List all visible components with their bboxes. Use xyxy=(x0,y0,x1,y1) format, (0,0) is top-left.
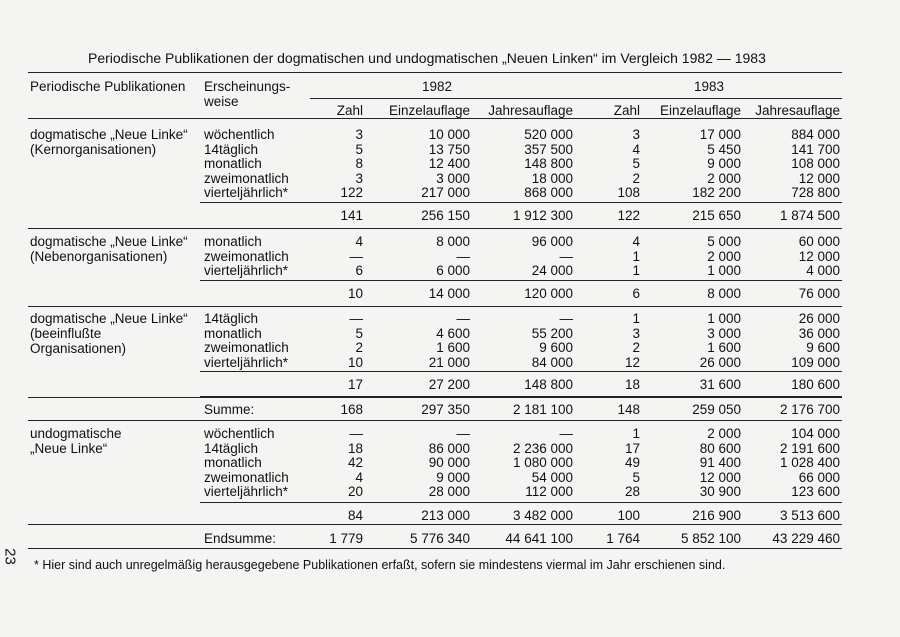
subtotal-row-cell: 120 000 xyxy=(524,286,573,301)
data-row-cell: 520 000 xyxy=(524,127,573,142)
header-bottom-rule xyxy=(28,118,842,119)
frequency-label: zweimonatlich xyxy=(204,170,289,186)
endsumme-row-cell: 1 764 xyxy=(606,531,640,546)
frequency-label: vierteljährlich* xyxy=(204,484,289,500)
endsumme-row-cell: 5 852 100 xyxy=(680,531,741,546)
data-row-cell: — xyxy=(559,248,573,264)
data-row-cell: 24 000 xyxy=(531,263,573,279)
group-label: Organisationen) xyxy=(30,341,127,356)
data-row-cell: 112 000 xyxy=(525,484,573,500)
page-number: 23 xyxy=(1,548,19,565)
data-row-cell: 4 xyxy=(632,234,640,249)
year-header-1983: 1983 xyxy=(693,79,725,94)
subcolumn-header: Jahresauflage xyxy=(755,103,840,118)
frequency-label: wöchentlich xyxy=(204,426,275,441)
group-label: dogmatische „Neue Linke“ xyxy=(30,127,188,142)
group-label: (Kernorganisationen) xyxy=(30,142,157,157)
column-header-frequency: weise xyxy=(204,94,239,109)
data-row-cell: 54 000 xyxy=(531,469,573,485)
data-row-cell: 18 xyxy=(347,440,363,456)
endsumme-row-cell: 44 641 100 xyxy=(505,531,573,546)
data-row-cell: — xyxy=(349,248,363,264)
summe-rule xyxy=(200,396,842,397)
data-row-cell: 12 xyxy=(624,354,640,370)
data-row-cell: 5 xyxy=(632,156,640,172)
data-row-cell: 5 000 xyxy=(707,234,741,249)
subtotal-rule xyxy=(200,202,842,203)
data-row-cell: 9 600 xyxy=(539,340,573,356)
data-row-cell: 1 xyxy=(632,248,640,264)
subtotal-row-cell: 122 xyxy=(617,208,640,223)
data-row-cell: 104 000 xyxy=(791,426,840,441)
data-row-cell: 6 xyxy=(355,263,363,279)
data-row-cell: 5 xyxy=(355,141,363,157)
data-row-cell: 3 xyxy=(355,127,363,142)
subcolumn-header: Zahl xyxy=(336,103,363,118)
frequency-label: wöchentlich xyxy=(204,127,275,142)
data-row-cell: 357 500 xyxy=(524,141,573,157)
subtotal-rule xyxy=(200,280,842,281)
data-row-cell: 60 000 xyxy=(798,234,840,249)
summe-row-cell: 148 xyxy=(617,402,640,417)
data-row-cell: — xyxy=(456,248,470,264)
data-row-cell: 2 000 xyxy=(707,248,741,264)
data-row-cell: 12 400 xyxy=(428,156,470,172)
data-row-cell: 2 191 600 xyxy=(779,440,840,456)
data-row-cell: 36 000 xyxy=(798,325,840,341)
data-row-cell: 1 000 xyxy=(707,263,741,279)
frequency-label: vierteljährlich* xyxy=(204,185,289,201)
subtotal-row-cell: 17 xyxy=(347,377,363,392)
summe-row-cell: 168 xyxy=(340,402,363,417)
subtotal-row-cell: 27 200 xyxy=(428,377,470,392)
endsumme-row-cell: 1 779 xyxy=(329,531,363,546)
group-label: „Neue Linke“ xyxy=(30,441,108,456)
data-row-cell: 884 000 xyxy=(791,127,840,142)
data-row-cell: 5 xyxy=(355,325,363,341)
data-row-cell: 26 000 xyxy=(798,311,840,326)
data-row-cell: 123 600 xyxy=(791,484,840,500)
subtotal-row-cell: 1 912 300 xyxy=(512,208,573,223)
data-row-cell: 1 600 xyxy=(707,340,741,356)
subtotal-row-cell: 1 874 500 xyxy=(779,208,840,223)
subtotal-row-cell: 8 000 xyxy=(707,286,741,301)
endsumme-row-cell: 43 229 460 xyxy=(772,531,840,546)
data-row-cell: 42 xyxy=(347,455,363,471)
data-row-cell: 49 xyxy=(624,455,640,471)
data-row-cell: 86 000 xyxy=(428,440,470,456)
data-row-cell: 2 xyxy=(355,340,363,356)
data-row-cell: 109 000 xyxy=(791,354,840,370)
data-row-cell: 1 080 000 xyxy=(512,455,573,471)
frequency-label: zweimonatlich xyxy=(204,340,289,356)
column-header-publications: Periodische Publikationen xyxy=(30,79,186,94)
subtotal-row-cell: 215 650 xyxy=(692,208,741,223)
subtotal-row-cell: 31 600 xyxy=(699,377,741,392)
frequency-label: vierteljährlich* xyxy=(204,354,289,370)
data-row-cell: 84 000 xyxy=(531,354,573,370)
data-row-cell: 96 000 xyxy=(531,234,573,249)
subtotal-row-cell: 3 513 600 xyxy=(779,508,840,523)
data-row-cell: 148 800 xyxy=(524,156,573,172)
group-label: (Nebenorganisationen) xyxy=(30,249,168,264)
summe-bottom-rule xyxy=(28,420,842,421)
data-row-cell: 182 200 xyxy=(692,185,741,201)
data-row-cell: 91 400 xyxy=(699,455,741,471)
data-row-cell: 3 xyxy=(355,170,363,186)
data-row-cell: 18 000 xyxy=(531,170,573,186)
summe-row-cell: 297 350 xyxy=(421,402,470,417)
data-row-cell: 728 800 xyxy=(791,185,840,201)
subtotal-row-cell: 10 xyxy=(347,286,363,301)
group-label: dogmatische „Neue Linke“ xyxy=(30,311,188,326)
group-separator-rule xyxy=(28,306,842,307)
subtotal-row-cell: 141 xyxy=(340,208,363,223)
header-top-rule xyxy=(28,72,842,73)
data-row-cell: 9 000 xyxy=(707,156,741,172)
data-row-cell: 20 xyxy=(347,484,363,500)
frequency-label: monatlich xyxy=(204,156,262,172)
data-row-cell: 4 xyxy=(355,469,363,485)
year-header-1982: 1982 xyxy=(421,79,453,94)
subtotal-row-cell: 18 xyxy=(624,377,640,392)
data-row-cell: 8 000 xyxy=(436,234,470,249)
data-row-cell: 1 xyxy=(632,311,640,326)
data-row-cell: 55 200 xyxy=(531,325,573,341)
data-row-cell: 28 000 xyxy=(428,484,470,500)
summe-row-cell: 259 050 xyxy=(692,402,741,417)
data-row-cell: 17 000 xyxy=(699,127,741,142)
frequency-label: zweimonatlich xyxy=(204,469,289,485)
frequency-label: monatlich xyxy=(204,325,262,341)
subtotal-row-cell: 100 xyxy=(617,508,640,523)
data-row-cell: 10 000 xyxy=(428,127,470,142)
subtotal-row-cell: 84 xyxy=(347,508,363,523)
data-row-cell: 1 000 xyxy=(707,311,741,326)
data-row-cell: 141 700 xyxy=(791,141,840,157)
subtotal-rule xyxy=(200,502,842,503)
subtotal-row-cell: 148 800 xyxy=(524,377,573,392)
data-row-cell: 12 000 xyxy=(798,170,840,186)
frequency-label: 14täglich xyxy=(204,440,259,456)
group-label: dogmatische „Neue Linke“ xyxy=(30,234,188,249)
group-label: undogmatische xyxy=(30,426,122,441)
endsumme-label: Endsumme: xyxy=(204,531,277,546)
endsumme-top-rule xyxy=(28,524,842,525)
data-row-cell: 9 000 xyxy=(436,469,470,485)
data-row-cell: 30 900 xyxy=(699,484,741,500)
data-row-cell: — xyxy=(456,426,470,441)
endsumme-row-cell: 5 776 340 xyxy=(409,531,470,546)
data-row-cell: — xyxy=(559,426,573,441)
data-row-cell: 3 000 xyxy=(436,170,470,186)
data-row-cell: — xyxy=(456,311,470,326)
data-row-cell: 868 000 xyxy=(524,185,573,201)
data-row-cell: 4 xyxy=(632,141,640,157)
table-title: Periodische Publikationen der dogmatischen und undogmatischen „Neuen Linken“ im Vergleich 1982 — 1983 xyxy=(88,50,766,66)
data-row-cell: 66 000 xyxy=(798,469,840,485)
data-row-cell: 217 000 xyxy=(421,185,470,201)
data-row-cell: 3 xyxy=(632,127,640,142)
data-row-cell: 9 600 xyxy=(806,340,840,356)
subtotal-row-cell: 216 900 xyxy=(692,508,741,523)
data-row-cell: — xyxy=(349,426,363,441)
data-row-cell: 28 xyxy=(624,484,640,500)
data-row-cell: 13 750 xyxy=(428,141,470,157)
data-row-cell: 1 028 400 xyxy=(779,455,840,471)
data-row-cell: — xyxy=(349,311,363,326)
subtotal-row-cell: 76 000 xyxy=(798,286,840,301)
column-header-frequency: Erscheinungs- xyxy=(204,79,291,94)
frequency-label: monatlich xyxy=(204,234,262,249)
data-row-cell: 2 236 000 xyxy=(512,440,573,456)
group-separator-rule xyxy=(28,228,842,229)
endsumme-bottom-rule xyxy=(28,548,842,549)
data-row-cell: 108 xyxy=(617,185,640,201)
summe-row-cell: 2 176 700 xyxy=(779,402,840,417)
subtotal-row-cell: 213 000 xyxy=(421,508,470,523)
summe-row-cell: 2 181 100 xyxy=(512,402,573,417)
data-row-cell: 21 000 xyxy=(428,354,470,370)
year-sub-rule xyxy=(310,98,842,99)
data-row-cell: 1 xyxy=(632,426,640,441)
data-row-cell: 1 600 xyxy=(436,340,470,356)
data-row-cell: 4 xyxy=(355,234,363,249)
data-row-cell: 2 xyxy=(632,340,640,356)
frequency-label: 14täglich xyxy=(204,141,259,157)
data-row-cell: 4 000 xyxy=(806,263,840,279)
subcolumn-header: Jahresauflage xyxy=(488,103,573,118)
subcolumn-header: Einzelauflage xyxy=(388,103,470,118)
subtotal-row-cell: 256 150 xyxy=(421,208,470,223)
frequency-label: vierteljährlich* xyxy=(204,263,289,279)
subcolumn-header: Einzelauflage xyxy=(659,103,741,118)
data-row-cell: 8 xyxy=(355,156,363,172)
subcolumn-header: Zahl xyxy=(613,103,640,118)
data-row-cell: 80 600 xyxy=(699,440,741,456)
data-row-cell: 108 000 xyxy=(791,156,840,172)
data-row-cell: 1 xyxy=(632,263,640,279)
frequency-label: zweimonatlich xyxy=(204,248,289,264)
data-row-cell: 2 000 xyxy=(707,170,741,186)
frequency-label: 14täglich xyxy=(204,311,259,326)
data-row-cell: 90 000 xyxy=(428,455,470,471)
data-row-cell: 6 000 xyxy=(436,263,470,279)
data-row-cell: 12 000 xyxy=(699,469,741,485)
subtotal-row-cell: 14 000 xyxy=(428,286,470,301)
group-label: (beeinflußte xyxy=(30,326,102,341)
group-separator-rule xyxy=(28,397,842,398)
data-row-cell: — xyxy=(559,311,573,326)
subtotal-rule xyxy=(200,371,842,372)
data-row-cell: 3 000 xyxy=(707,325,741,341)
data-row-cell: 26 000 xyxy=(699,354,741,370)
subtotal-row-cell: 180 600 xyxy=(791,377,840,392)
data-row-cell: 10 xyxy=(347,354,363,370)
data-row-cell: 2 000 xyxy=(707,426,741,441)
frequency-label: monatlich xyxy=(204,455,262,471)
data-row-cell: 3 xyxy=(632,325,640,341)
data-row-cell: 17 xyxy=(624,440,640,456)
subtotal-row-cell: 3 482 000 xyxy=(512,508,573,523)
summe-label: Summe: xyxy=(204,402,255,417)
subtotal-row-cell: 6 xyxy=(632,286,640,301)
data-row-cell: 4 600 xyxy=(436,325,470,341)
data-row-cell: 2 xyxy=(632,170,640,186)
footnote: * Hier sind auch unregelmäßig herausgegebene Publikationen erfaßt, sofern sie mindestens viermal im Jahr erschienen sind. xyxy=(34,558,726,572)
data-row-cell: 5 450 xyxy=(707,141,741,157)
data-row-cell: 12 000 xyxy=(798,248,840,264)
data-row-cell: 5 xyxy=(632,469,640,485)
data-row-cell: 122 xyxy=(340,185,363,201)
